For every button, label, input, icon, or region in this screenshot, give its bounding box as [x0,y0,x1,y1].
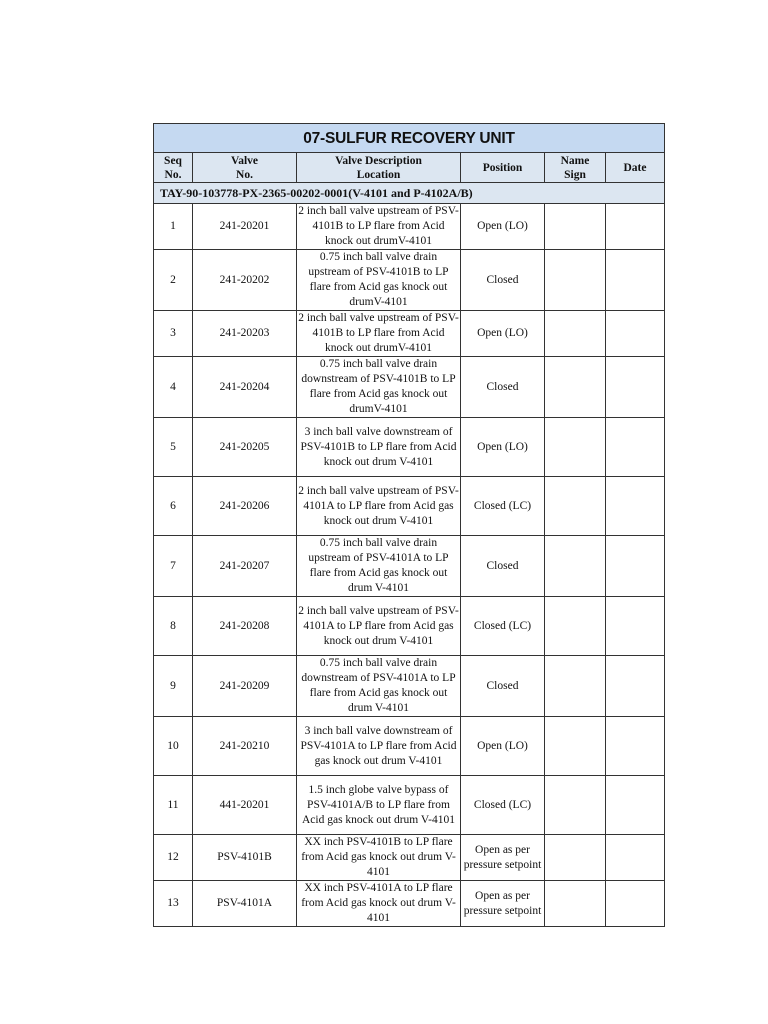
position-cell: Closed [461,357,545,418]
position-cell: Open (LO) [461,418,545,477]
valve-number-cell: PSV-4101A [193,881,297,927]
seq-cell: 12 [154,835,193,881]
position-cell: Closed (LC) [461,477,545,536]
position-cell: Open as per pressure setpoint [461,835,545,881]
valve-number-cell: 441-20201 [193,776,297,835]
valve-description-cell: 2 inch ball valve upstream of PSV-4101A to LP flare from Acid gas knock out drum V-4101 [297,597,461,656]
valve-description-cell: XX inch PSV-4101A to LP flare from Acid gas knock out drum V-4101 [297,881,461,927]
name-sign-cell[interactable] [545,656,606,717]
seq-cell: 9 [154,656,193,717]
name-sign-cell[interactable] [545,250,606,311]
table-row [154,357,665,418]
valve-number-cell: 241-20207 [193,536,297,597]
header-date: Date [606,153,665,183]
name-sign-cell[interactable] [545,835,606,881]
valve-description-cell: 0.75 inch ball valve drain downstream of PSV-4101A to LP flare from Acid gas knock out drum V-4101 [297,656,461,717]
valve-number-cell: 241-20208 [193,597,297,656]
table-row [154,477,665,536]
position-cell: Closed [461,250,545,311]
position-cell: Open (LO) [461,311,545,357]
date-cell[interactable] [606,597,665,656]
name-sign-cell[interactable] [545,204,606,250]
position-cell: Closed [461,656,545,717]
valve-description-cell: 0.75 inch ball valve drain upstream of PSV-4101A to LP flare from Acid gas knock out drum V-4101 [297,536,461,597]
header-seq: Seq No. [154,153,193,183]
table-row [154,250,665,311]
valve-description-cell: 2 inch ball valve upstream of PSV-4101B to LP flare from Acid knock out drumV-4101 [297,204,461,250]
table-row [154,881,665,927]
date-cell[interactable] [606,357,665,418]
valve-number-cell: 241-20206 [193,477,297,536]
name-sign-cell[interactable] [545,418,606,477]
table-row [154,656,665,717]
position-cell: Open as per pressure setpoint [461,881,545,927]
date-cell[interactable] [606,250,665,311]
position-cell: Closed [461,536,545,597]
seq-cell: 13 [154,881,193,927]
seq-cell: 11 [154,776,193,835]
valve-description-cell: XX inch PSV-4101B to LP flare from Acid gas knock out drum V-4101 [297,835,461,881]
valve-description-cell: 0.75 inch ball valve drain downstream of PSV-4101B to LP flare from Acid gas knock out drumV-4101 [297,357,461,418]
date-cell[interactable] [606,418,665,477]
name-sign-cell[interactable] [545,597,606,656]
name-sign-cell[interactable] [545,536,606,597]
drawing-reference: TAY-90-103778-PX-2365-00202-0001(V-4101 and P-4102A/B) [154,183,665,204]
valve-number-cell: PSV-4101B [193,835,297,881]
name-sign-cell[interactable] [545,717,606,776]
seq-cell: 7 [154,536,193,597]
valve-description-cell: 1.5 inch globe valve bypass of PSV-4101A/B to LP flare from Acid gas knock out drum V-4101 [297,776,461,835]
seq-cell: 6 [154,477,193,536]
group-row [154,183,665,204]
seq-cell: 10 [154,717,193,776]
date-cell[interactable] [606,835,665,881]
valve-description-cell: 0.75 inch ball valve drain upstream of PSV-4101B to LP flare from Acid gas knock out drumV-4101 [297,250,461,311]
valve-number-cell: 241-20203 [193,311,297,357]
title-row [154,124,665,153]
valve-lineup-sheet [153,123,664,927]
name-sign-cell[interactable] [545,477,606,536]
header-description: Valve Description Location [297,153,461,183]
table-row [154,418,665,477]
position-cell: Closed (LC) [461,776,545,835]
valve-description-cell: 3 inch ball valve downstream of PSV-4101B to LP flare from Acid knock out drum V-4101 [297,418,461,477]
valve-description-cell: 3 inch ball valve downstream of PSV-4101A to LP flare from Acid gas knock out drum V-4101 [297,717,461,776]
valve-description-cell: 2 inch ball valve upstream of PSV-4101B to LP flare from Acid knock out drumV-4101 [297,311,461,357]
table-row [154,536,665,597]
seq-cell: 2 [154,250,193,311]
valve-table [153,123,665,927]
table-row [154,204,665,250]
position-cell: Open (LO) [461,204,545,250]
table-row [154,717,665,776]
table-row [154,776,665,835]
header-row [154,153,665,183]
seq-cell: 3 [154,311,193,357]
name-sign-cell[interactable] [545,357,606,418]
name-sign-cell[interactable] [545,776,606,835]
position-cell: Open (LO) [461,717,545,776]
seq-cell: 1 [154,204,193,250]
seq-cell: 8 [154,597,193,656]
date-cell[interactable] [606,776,665,835]
header-position: Position [461,153,545,183]
valve-number-cell: 241-20204 [193,357,297,418]
valve-number-cell: 241-20210 [193,717,297,776]
header-name-sign: Name Sign [545,153,606,183]
name-sign-cell[interactable] [545,881,606,927]
table-row [154,597,665,656]
date-cell[interactable] [606,477,665,536]
valve-number-cell: 241-20201 [193,204,297,250]
header-valve: Valve No. [193,153,297,183]
table-row [154,311,665,357]
date-cell[interactable] [606,536,665,597]
date-cell[interactable] [606,881,665,927]
valve-number-cell: 241-20209 [193,656,297,717]
date-cell[interactable] [606,204,665,250]
table-title: 07-SULFUR RECOVERY UNIT [154,124,665,153]
seq-cell: 5 [154,418,193,477]
position-cell: Closed (LC) [461,597,545,656]
valve-description-cell: 2 inch ball valve upstream of PSV-4101A to LP flare from Acid gas knock out drum V-4101 [297,477,461,536]
table-row [154,835,665,881]
date-cell[interactable] [606,717,665,776]
date-cell[interactable] [606,311,665,357]
seq-cell: 4 [154,357,193,418]
valve-number-cell: 241-20202 [193,250,297,311]
date-cell[interactable] [606,656,665,717]
name-sign-cell[interactable] [545,311,606,357]
valve-number-cell: 241-20205 [193,418,297,477]
